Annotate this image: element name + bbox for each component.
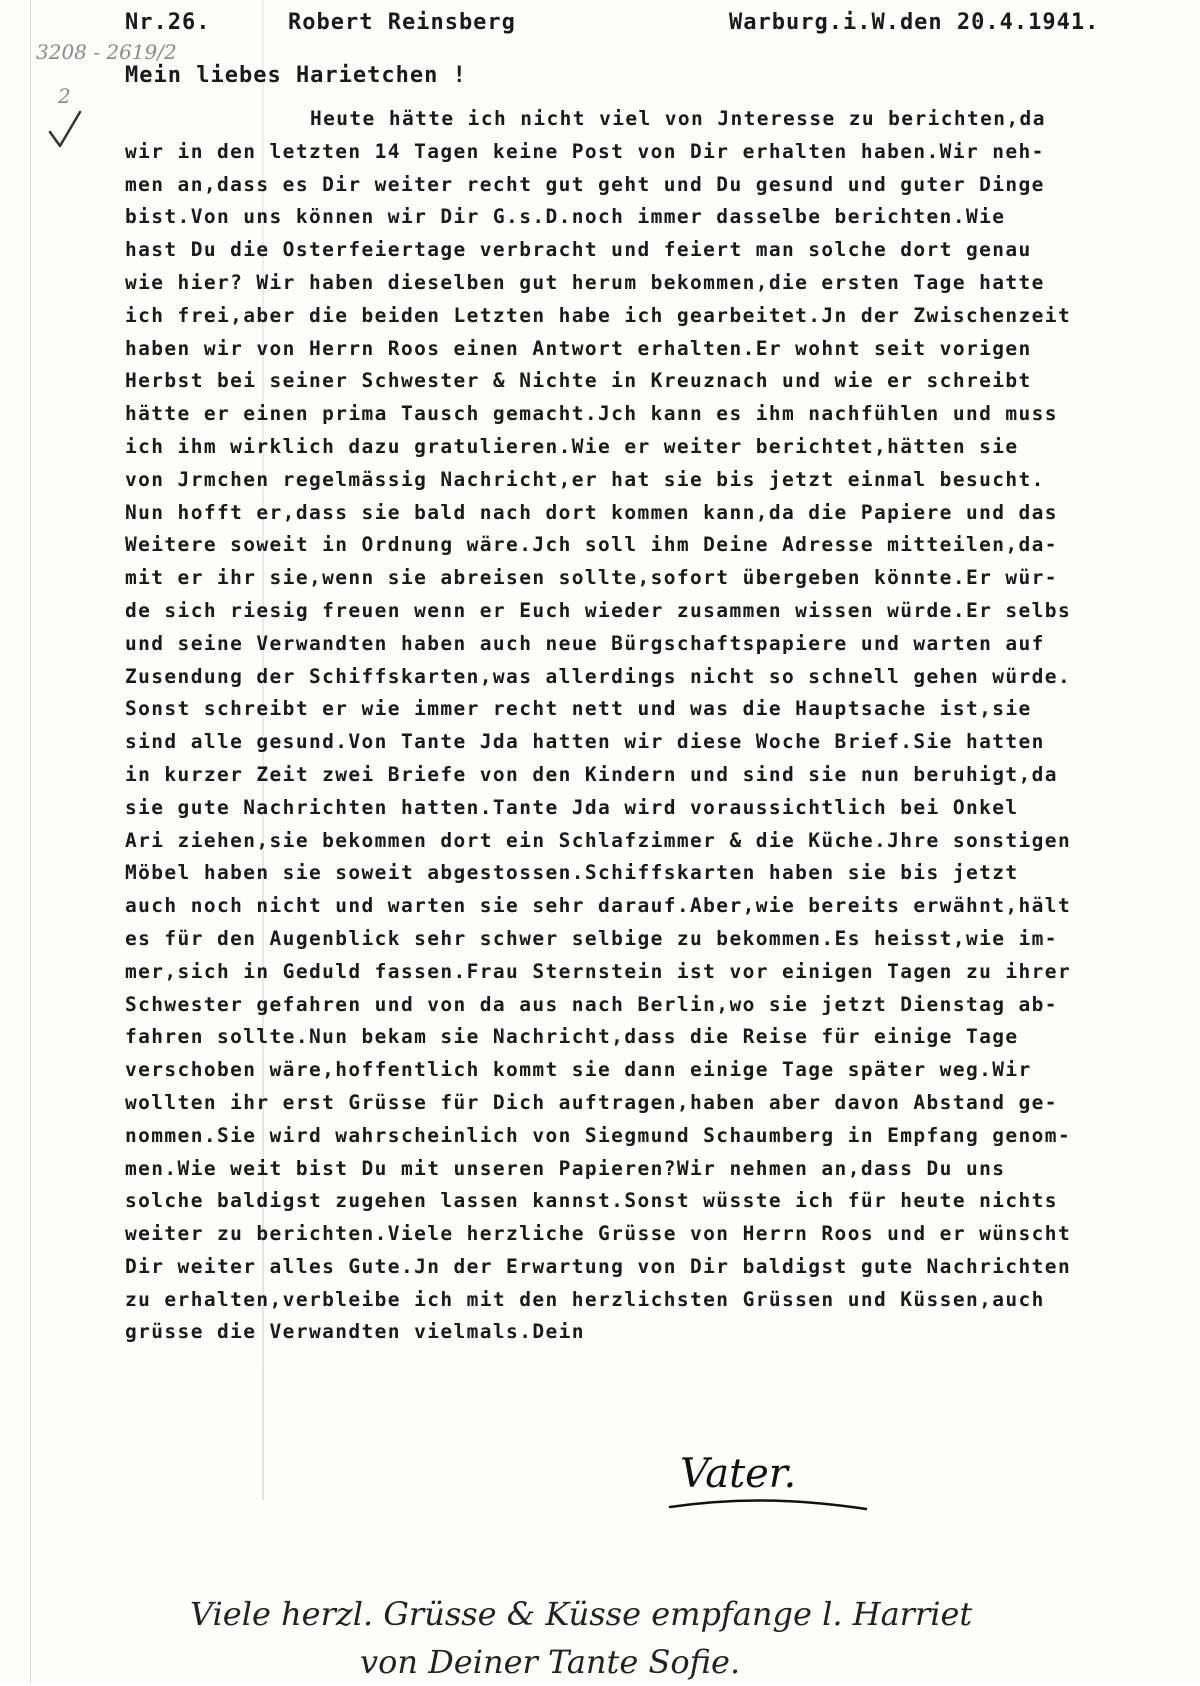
body-line: ich frei,aber die beiden Letzten habe ich gearbeitet.Jn der Zwischenzeit bbox=[125, 303, 1072, 327]
body-line: bist.Von uns können wir Dir G.s.D.noch immer dasselbe berichten.Wie bbox=[125, 205, 1006, 229]
body-line: weiter zu berichten.Viele herzliche Grüsse von Herrn Roos und er wünscht bbox=[125, 1222, 1072, 1246]
body-line: mit er ihr sie,wenn sie abreisen sollte,sofort übergeben könnte.Er wür- bbox=[125, 566, 1058, 590]
body-line: es für den Augenblick sehr schwer selbige zu bekommen.Es heisst,wie im- bbox=[125, 926, 1058, 950]
letter-header bbox=[125, 10, 1125, 50]
sender-name: Robert Reinsberg bbox=[288, 10, 516, 35]
handwritten-line-1: Viele herzl. Grüsse & Küsse empfange l. Harriet bbox=[190, 1595, 973, 1633]
signature-flourish bbox=[666, 1447, 876, 1527]
body-line: in kurzer Zeit zwei Briefe von den Kindern und sind sie nun beruhigt,da bbox=[125, 762, 1058, 786]
body-line: fahren sollte.Nun bekam sie Nachricht,dass die Reise für einige Tage bbox=[125, 1025, 1019, 1049]
body-line: wir in den letzten 14 Tagen keine Post von Dir erhalten haben.Wir neh- bbox=[125, 139, 1045, 163]
check-icon bbox=[48, 110, 82, 148]
letter-number: Nr.26. bbox=[125, 10, 211, 35]
body-line: ich ihm wirklich dazu gratulieren.Wie er weiter berichtet,hätten sie bbox=[125, 434, 1019, 458]
body-line: hätte er einen prima Tausch gemacht.Jch kann es ihm nachfühlen und muss bbox=[125, 402, 1058, 426]
body-line: men.Wie weit bist Du mit unseren Papieren?Wir nehmen an,dass Du uns bbox=[125, 1156, 1006, 1180]
body-line: wie hier? Wir haben dieselben gut herum bekommen,die ersten Tage hatte bbox=[125, 270, 1045, 294]
body-line: Dir weiter alles Gute.Jn der Erwartung von Dir baldigst gute Nachrichten bbox=[125, 1254, 1072, 1278]
body-line: sie gute Nachrichten hatten.Tante Jda wird voraussichtlich bei Onkel bbox=[125, 795, 1019, 819]
letter-body bbox=[125, 103, 1195, 1349]
signature bbox=[666, 1447, 876, 1527]
body-line: solche baldigst zugehen lassen kannst.Sonst wüsste ich für heute nichts bbox=[125, 1189, 1058, 1213]
body-line: hast Du die Osterfeiertage verbracht und feiert man solche dort genau bbox=[125, 238, 1032, 262]
handwritten-note bbox=[190, 1590, 1150, 1686]
signature-text: Vater. bbox=[680, 1451, 797, 1497]
archive-mark-line2: 2 bbox=[58, 84, 71, 108]
body-line: Heute hätte ich nicht viel von Jnteresse zu berichten,da bbox=[310, 107, 1046, 130]
handwritten-line-2: von Deiner Tante Sofie. bbox=[360, 1643, 741, 1681]
body-line: Nun hofft er,dass sie bald nach dort kommen kann,da die Papiere und das bbox=[125, 500, 1058, 524]
body-line: auch noch nicht und warten sie sehr darauf.Aber,wie bereits erwähnt,hält bbox=[125, 894, 1072, 918]
body-line: Zusendung der Schiffskarten,was allerdings nicht so schnell gehen würde. bbox=[125, 664, 1072, 688]
body-line: de sich riesig freuen wenn er Euch wieder zusammen wissen würde.Er selbs bbox=[125, 598, 1072, 622]
archive-mark-line1: 3208 - 2619/2 bbox=[36, 40, 177, 64]
body-line: Ari ziehen,sie bekommen dort ein Schlafzimmer & die Küche.Jhre sonstigen bbox=[125, 828, 1072, 852]
place-date: Warburg.i.W.den 20.4.1941. bbox=[729, 10, 1100, 35]
body-line: Sonst schreibt er wie immer recht nett und was die Hauptsache ist,sie bbox=[125, 697, 1032, 721]
greeting: Mein liebes Harietchen ! bbox=[125, 63, 467, 88]
body-line: grüsse die Verwandten vielmals.Dein bbox=[125, 1320, 585, 1344]
body-line: Möbel haben sie soweit abgestossen.Schiffskarten haben sie bis jetzt bbox=[125, 861, 1019, 885]
body-line: nommen.Sie wird wahrscheinlich von Siegmund Schaumberg in Empfang genom- bbox=[125, 1123, 1072, 1147]
body-line: von Jrmchen regelmässig Nachricht,er hat sie bis jetzt einmal besucht. bbox=[125, 467, 1045, 491]
body-line: haben wir von Herrn Roos einen Antwort erhalten.Er wohnt seit vorigen bbox=[125, 336, 1032, 360]
body-line: zu erhalten,verbleibe ich mit den herzlichsten Grüssen und Küssen,auch bbox=[125, 1287, 1045, 1311]
body-line: mer,sich in Geduld fassen.Frau Sternstein ist vor einigen Tagen zu ihrer bbox=[125, 959, 1072, 983]
body-line: men an,dass es Dir weiter recht gut geht und Du gesund und guter Dinge bbox=[125, 172, 1045, 196]
body-line: wollten ihr erst Grüsse für Dich auftragen,haben aber davon Abstand ge- bbox=[125, 1090, 1058, 1114]
body-line: sind alle gesund.Von Tante Jda hatten wir diese Woche Brief.Sie hatten bbox=[125, 730, 1045, 754]
body-line: und seine Verwandten haben auch neue Bürgschaftspapiere und warten auf bbox=[125, 631, 1045, 655]
body-line: Schwester gefahren und von da aus nach Berlin,wo sie jetzt Dienstag ab- bbox=[125, 992, 1058, 1016]
body-line: verschoben wäre,hoffentlich kommt sie dann einige Tage später weg.Wir bbox=[125, 1058, 1032, 1082]
body-line: Herbst bei seiner Schwester & Nichte in Kreuznach und wie er schreibt bbox=[125, 369, 1032, 393]
body-line: Weitere soweit in Ordnung wäre.Jch soll ihm Deine Adresse mitteilen,da- bbox=[125, 533, 1058, 557]
